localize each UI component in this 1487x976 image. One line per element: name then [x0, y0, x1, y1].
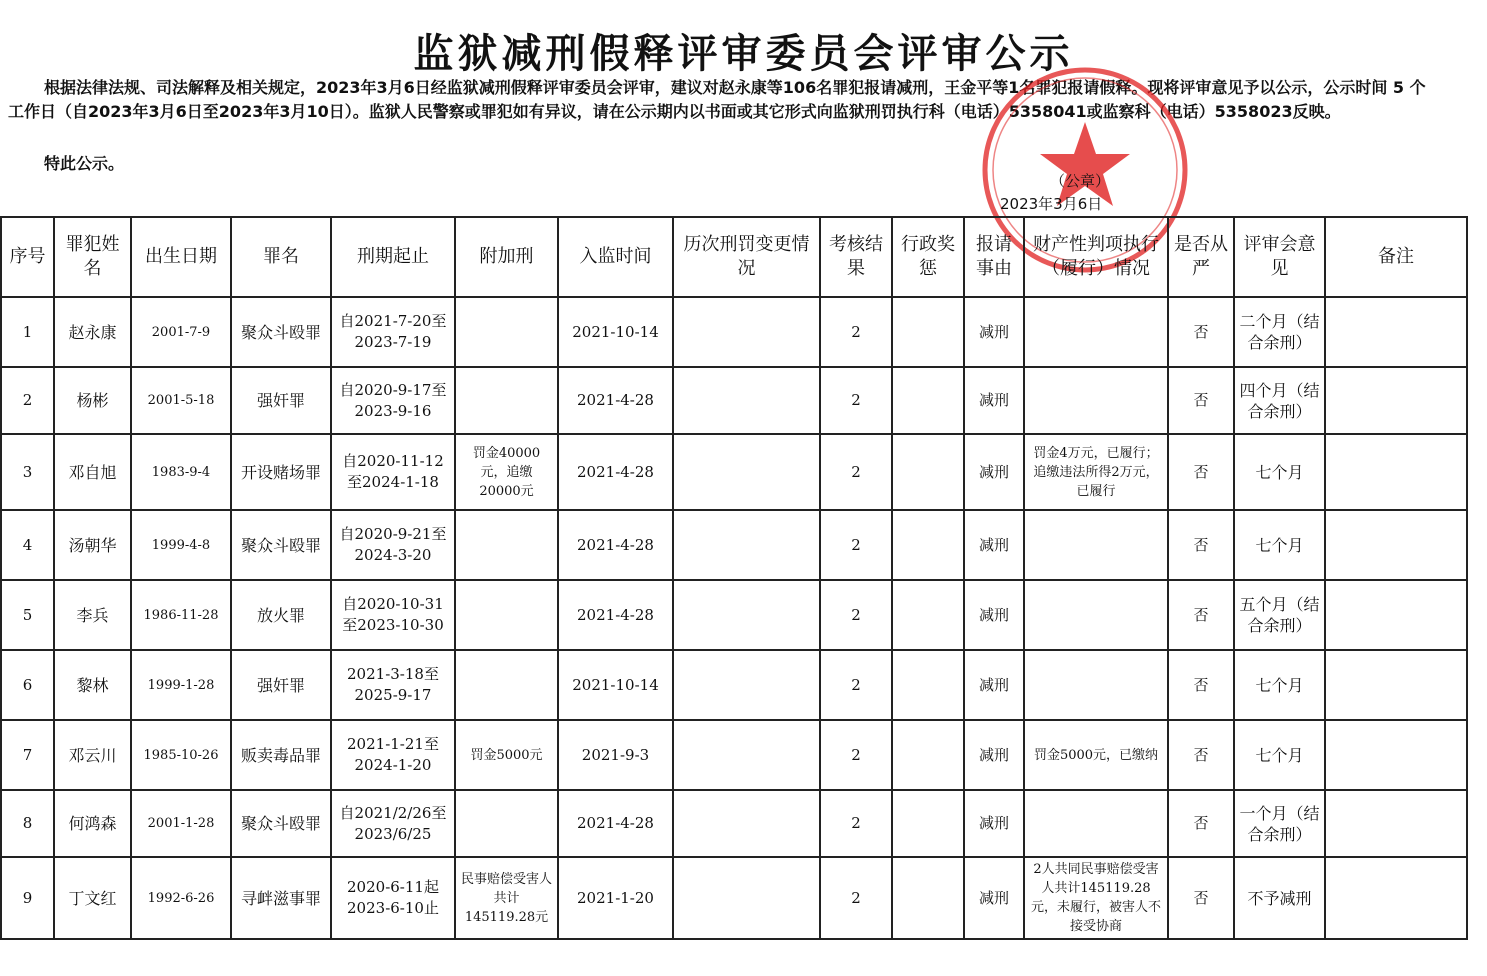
header-cell: 考核结果 [820, 217, 892, 297]
birth-date-cell: 1985-10-26 [131, 720, 231, 790]
table-row [1, 580, 1467, 650]
report-reason-cell: 减刑 [964, 790, 1024, 857]
additional-penalty-cell [455, 650, 558, 720]
sentence-term-cell: 2020-6-11起2023-6-10止 [331, 857, 455, 939]
admission-date-cell: 2021-4-28 [558, 367, 673, 434]
birth-date-cell: 1986-11-28 [131, 580, 231, 650]
table-header-row [1, 217, 1467, 297]
header-cell: 附加刑 [455, 217, 558, 297]
row-number-cell: 5 [1, 580, 54, 650]
seal-label: （公章） [1050, 172, 1111, 190]
page-title: 监狱减刑假释评审委员会评审公示 [413, 31, 1074, 77]
report-reason-cell: 减刑 [964, 650, 1024, 720]
prisoner-name-cell: 邓自旭 [54, 434, 131, 510]
prisoner-name-cell: 杨彬 [54, 367, 131, 434]
penalty-changes-cell [673, 650, 820, 720]
crime-cell: 强奸罪 [231, 650, 331, 720]
admin-reward-cell [892, 434, 964, 510]
remark-cell [1325, 367, 1467, 434]
strict-flag-cell: 否 [1168, 650, 1234, 720]
header-cell: 入监时间 [558, 217, 673, 297]
remark-cell [1325, 434, 1467, 510]
penalty-changes-cell [673, 297, 820, 367]
prisoner-name-cell: 汤朝华 [54, 510, 131, 580]
birth-date-cell: 2001-7-9 [131, 297, 231, 367]
assessment-result-cell: 2 [820, 790, 892, 857]
header-cell: 财产性判项执行（履行）情况 [1024, 217, 1168, 297]
report-reason-cell: 减刑 [964, 434, 1024, 510]
prisoner-name-cell: 何鸿森 [54, 790, 131, 857]
additional-penalty-cell: 民事赔偿受害人共计145119.28元 [455, 857, 558, 939]
crime-cell: 寻衅滋事罪 [231, 857, 331, 939]
crime-cell: 开设赌场罪 [231, 434, 331, 510]
closing-text: 特此公示。 [44, 154, 125, 173]
row-number-cell: 3 [1, 434, 54, 510]
remark-cell [1325, 297, 1467, 367]
assessment-result-cell: 2 [820, 650, 892, 720]
property-execution-cell [1024, 650, 1168, 720]
prisoner-name-cell: 黎林 [54, 650, 131, 720]
admission-date-cell: 2021-4-28 [558, 434, 673, 510]
header-cell: 历次刑罚变更情况 [673, 217, 820, 297]
sentence-term-cell: 自2020-10-31至2023-10-30 [331, 580, 455, 650]
header-cell: 行政奖惩 [892, 217, 964, 297]
header-cell: 是否从严 [1168, 217, 1234, 297]
review-opinion-cell: 七个月 [1234, 510, 1325, 580]
admission-date-cell: 2021-1-20 [558, 857, 673, 939]
additional-penalty-cell [455, 510, 558, 580]
admission-date-cell: 2021-4-28 [558, 580, 673, 650]
admission-date-cell: 2021-10-14 [558, 650, 673, 720]
header-cell: 刑期起止 [331, 217, 455, 297]
sentence-term-cell: 自2020-11-12至2024-1-18 [331, 434, 455, 510]
remark-cell [1325, 790, 1467, 857]
prisoner-name-cell: 李兵 [54, 580, 131, 650]
remark-cell [1325, 650, 1467, 720]
report-reason-cell: 减刑 [964, 297, 1024, 367]
intro-paragraph: 根据法律法规、司法解释及相关规定，2023年3月6日经监狱减刑假释评审委员会评审，建议对赵永康等106名罪犯报请减刑，王金平等1名罪犯报请假释。现将评审意见予以公示，公示时间 5 个工作日（自2023年3月6日至2023年3月10日）。监狱人民警察或罪犯如有异议，请在公示期内以书面或其它形式向监狱刑罚执行科（电话）5358041或监察科（电话）5358023反映。 [8, 78, 1426, 121]
review-opinion-cell: 七个月 [1234, 720, 1325, 790]
property-execution-cell [1024, 580, 1168, 650]
table-row [1, 650, 1467, 720]
sentence-term-cell: 自2020-9-17至2023-9-16 [331, 367, 455, 434]
header-cell: 罪名 [231, 217, 331, 297]
admission-date-cell: 2021-10-14 [558, 297, 673, 367]
property-execution-cell [1024, 297, 1168, 367]
admin-reward-cell [892, 720, 964, 790]
birth-date-cell: 1992-6-26 [131, 857, 231, 939]
assessment-result-cell: 2 [820, 580, 892, 650]
property-execution-cell: 2人共同民事赔偿受害人共计145119.28元，未履行，被害人不接受协商 [1024, 857, 1168, 939]
birth-date-cell: 2001-1-28 [131, 790, 231, 857]
table-row [1, 510, 1467, 580]
row-number-cell: 6 [1, 650, 54, 720]
row-number-cell: 8 [1, 790, 54, 857]
admin-reward-cell [892, 297, 964, 367]
strict-flag-cell: 否 [1168, 720, 1234, 790]
property-execution-cell [1024, 510, 1168, 580]
assessment-result-cell: 2 [820, 434, 892, 510]
admin-reward-cell [892, 510, 964, 580]
sentence-term-cell: 2021-3-18至2025-9-17 [331, 650, 455, 720]
crime-cell: 强奸罪 [231, 367, 331, 434]
crime-cell: 放火罪 [231, 580, 331, 650]
remark-cell [1325, 857, 1467, 939]
table-row [1, 297, 1467, 367]
crime-cell: 聚众斗殴罪 [231, 510, 331, 580]
strict-flag-cell: 否 [1168, 790, 1234, 857]
assessment-result-cell: 2 [820, 510, 892, 580]
admission-date-cell: 2021-4-28 [558, 510, 673, 580]
penalty-changes-cell [673, 367, 820, 434]
admin-reward-cell [892, 367, 964, 434]
sentence-term-cell: 自2020-9-21至2024-3-20 [331, 510, 455, 580]
report-reason-cell: 减刑 [964, 367, 1024, 434]
strict-flag-cell: 否 [1168, 580, 1234, 650]
prisoner-name-cell: 赵永康 [54, 297, 131, 367]
penalty-changes-cell [673, 790, 820, 857]
strict-flag-cell: 否 [1168, 434, 1234, 510]
row-number-cell: 9 [1, 857, 54, 939]
admission-date-cell: 2021-4-28 [558, 790, 673, 857]
admin-reward-cell [892, 580, 964, 650]
table-row [1, 367, 1467, 434]
review-opinion-cell: 一个月（结合余刑） [1234, 790, 1325, 857]
sentence-term-cell: 2021-1-21至2024-1-20 [331, 720, 455, 790]
assessment-result-cell: 2 [820, 297, 892, 367]
table-row [1, 434, 1467, 510]
strict-flag-cell: 否 [1168, 857, 1234, 939]
penalty-changes-cell [673, 434, 820, 510]
strict-flag-cell: 否 [1168, 297, 1234, 367]
admission-date-cell: 2021-9-3 [558, 720, 673, 790]
property-execution-cell: 罚金5000元，已缴纳 [1024, 720, 1168, 790]
property-execution-cell: 罚金4万元，已履行；追缴违法所得2万元，已履行 [1024, 434, 1168, 510]
header-cell: 罪犯姓名 [54, 217, 131, 297]
row-number-cell: 4 [1, 510, 54, 580]
crime-cell: 聚众斗殴罪 [231, 297, 331, 367]
review-opinion-cell: 二个月（结合余刑） [1234, 297, 1325, 367]
additional-penalty-cell: 罚金5000元 [455, 720, 558, 790]
additional-penalty-cell [455, 367, 558, 434]
penalty-changes-cell [673, 510, 820, 580]
admin-reward-cell [892, 857, 964, 939]
header-cell: 评审会意见 [1234, 217, 1325, 297]
penalty-changes-cell [673, 720, 820, 790]
report-reason-cell: 减刑 [964, 857, 1024, 939]
remark-cell [1325, 720, 1467, 790]
row-number-cell: 2 [1, 367, 54, 434]
prisoner-name-cell: 邓云川 [54, 720, 131, 790]
header-cell: 报请事由 [964, 217, 1024, 297]
seal-date: 2023年3月6日 [1000, 195, 1103, 213]
review-table [0, 216, 1468, 940]
table-row [1, 790, 1467, 857]
row-number-cell: 1 [1, 297, 54, 367]
remark-cell [1325, 510, 1467, 580]
sentence-term-cell: 自2021/2/26至2023/6/25 [331, 790, 455, 857]
report-reason-cell: 减刑 [964, 580, 1024, 650]
property-execution-cell [1024, 790, 1168, 857]
crime-cell: 贩卖毒品罪 [231, 720, 331, 790]
prisoner-name-cell: 丁文红 [54, 857, 131, 939]
remark-cell [1325, 580, 1467, 650]
additional-penalty-cell: 罚金40000元，追缴20000元 [455, 434, 558, 510]
header-cell: 序号 [1, 217, 54, 297]
assessment-result-cell: 2 [820, 857, 892, 939]
additional-penalty-cell [455, 580, 558, 650]
review-opinion-cell: 五个月（结合余刑） [1234, 580, 1325, 650]
table-row [1, 857, 1467, 939]
strict-flag-cell: 否 [1168, 367, 1234, 434]
review-opinion-cell: 不予减刑 [1234, 857, 1325, 939]
review-opinion-cell: 四个月（结合余刑） [1234, 367, 1325, 434]
birth-date-cell: 1999-1-28 [131, 650, 231, 720]
additional-penalty-cell [455, 297, 558, 367]
table-row [1, 720, 1467, 790]
sentence-term-cell: 自2021-7-20至2023-7-19 [331, 297, 455, 367]
birth-date-cell: 1983-9-4 [131, 434, 231, 510]
assessment-result-cell: 2 [820, 367, 892, 434]
admin-reward-cell [892, 650, 964, 720]
report-reason-cell: 减刑 [964, 720, 1024, 790]
header-cell: 出生日期 [131, 217, 231, 297]
review-opinion-cell: 七个月 [1234, 434, 1325, 510]
property-execution-cell [1024, 367, 1168, 434]
admin-reward-cell [892, 790, 964, 857]
row-number-cell: 7 [1, 720, 54, 790]
penalty-changes-cell [673, 580, 820, 650]
penalty-changes-cell [673, 857, 820, 939]
birth-date-cell: 1999-4-8 [131, 510, 231, 580]
assessment-result-cell: 2 [820, 720, 892, 790]
additional-penalty-cell [455, 790, 558, 857]
crime-cell: 聚众斗殴罪 [231, 790, 331, 857]
review-opinion-cell: 七个月 [1234, 650, 1325, 720]
report-reason-cell: 减刑 [964, 510, 1024, 580]
birth-date-cell: 2001-5-18 [131, 367, 231, 434]
header-cell: 备注 [1325, 217, 1467, 297]
strict-flag-cell: 否 [1168, 510, 1234, 580]
